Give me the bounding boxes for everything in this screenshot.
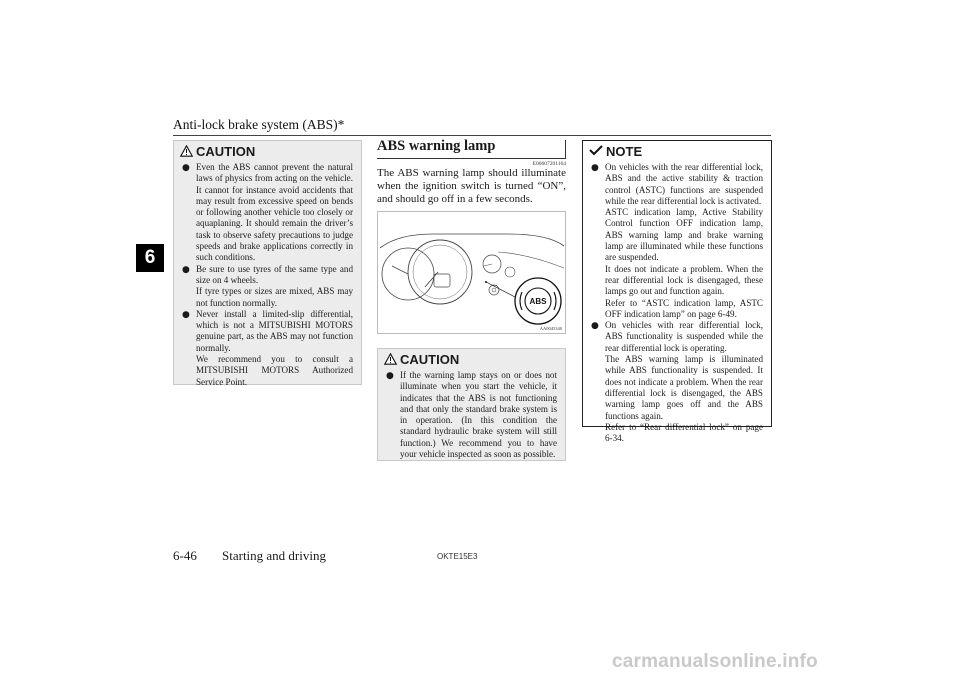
list-item-paragraph: On vehicles with rear differential lock, ABS functionality is suspended while the rear differential lock is operating. <box>605 320 763 353</box>
note-list <box>583 161 771 448</box>
list-item-paragraph: Never install a limited-slip differential, which is not a MITSUBISHI MOTORS genuine part, as the ABS may not function normally. <box>196 308 353 353</box>
footer-page-number: 6-46 <box>173 548 197 563</box>
instrument-cluster-figure <box>377 211 566 334</box>
instrument-cluster-illustration <box>378 212 565 333</box>
bullet-icon: ● <box>386 371 394 381</box>
caution-box-left <box>173 140 362 385</box>
running-header-title: Anti-lock brake system (ABS)* <box>173 117 345 132</box>
bullet-icon: ● <box>591 321 599 332</box>
section-title-rule-vertical <box>565 140 566 159</box>
header-rule <box>173 135 771 136</box>
caution-list <box>378 369 565 464</box>
caution-header <box>174 141 361 161</box>
chapter-tab: 6 <box>136 244 164 272</box>
bullet-icon: ● <box>182 309 190 320</box>
caution-list <box>174 161 361 392</box>
caution-header <box>378 349 565 369</box>
list-item <box>591 320 763 444</box>
list-item <box>386 370 557 460</box>
section-title: ABS warning lamp <box>377 138 496 154</box>
list-item-paragraph: On vehicles with the rear differential lock, ABS and the active stability & traction control (ASTC) functions are suspended while the rear differential lock is activated. <box>605 162 763 206</box>
caution-label: CAUTION <box>400 351 460 367</box>
warning-triangle-icon <box>180 145 193 157</box>
list-item-paragraph: The ABS warning lamp is illuminated while ABS functionality is suspended. It does not indicate a problem. When the rear differential lock is disengaged, the ABS warning lamp goes off and the ABS functions again. <box>605 354 763 421</box>
bullet-icon: ● <box>182 264 190 275</box>
list-item-paragraph: Be sure to use tyres of the same type and size on 4 wheels. <box>196 263 353 285</box>
caution-box-middle <box>377 348 566 461</box>
list-item-paragraph: If tyre types or sizes are mixed, ABS may not function normally. <box>196 286 353 308</box>
watermark: carmanualsonline.info <box>612 651 818 672</box>
list-item-paragraph: If the warning lamp stays on or does not illuminate when you start the vehicle, it indicates that the ABS is not functioning and that only the standard brake system is in operation. (In this condition the standard hydraulic brake system will still function.) We recommend you to have your vehicle inspected as soon as possible. <box>400 370 557 460</box>
warning-triangle-icon <box>384 353 397 365</box>
footer-code: OKTE15E3 <box>437 552 478 561</box>
section-title-rule <box>377 158 566 159</box>
list-item <box>182 162 353 264</box>
bullet-icon: ● <box>591 163 599 173</box>
bullet-icon: ● <box>182 163 190 173</box>
note-box-right <box>582 140 772 444</box>
list-item-paragraph: Even the ABS cannot prevent the natural laws of physics from acting on the vehicle. It cannot for instance avoid accidents that may result from excessive speed on bends or following another vehicle too closely or aquaplaning. It should remain the driver’s task to observe safety precautions to judge speeds and brake applications correctly in such conditions. <box>196 162 353 263</box>
list-item-paragraph: It does not indicate a problem. When the rear differential lock is disengaged, these lamps go out and function again. <box>605 263 763 297</box>
note-label: NOTE <box>606 143 643 159</box>
figure-code: AA0045340 <box>539 326 562 331</box>
caution-label: CAUTION <box>196 143 256 159</box>
list-item-paragraph: We recommend you to consult a MITSUBISHI MOTORS Authorized Service Point. <box>196 354 353 387</box>
list-item <box>182 264 353 309</box>
list-item <box>591 162 763 320</box>
list-item-paragraph: ASTC indication lamp, Active Stability Control function OFF indication lamp, ABS warning lamp and brake warning lamp are illuminated while these functions are suspended. <box>605 207 763 263</box>
list-item-paragraph: Refer to “ASTC indication lamp, ASTC OFF indication lamp” on page 6-49. <box>605 297 763 319</box>
footer-section-name: Starting and driving <box>222 548 326 563</box>
list-item-paragraph: Refer to “Rear differential lock” on page 6-34. <box>605 421 763 444</box>
list-item <box>182 309 353 388</box>
section-intro: The ABS warning lamp should illuminate when the ignition switch is turned “ON”, and should go off in a few seconds. <box>377 167 566 206</box>
note-check-icon <box>589 145 603 157</box>
note-header <box>583 141 771 161</box>
section-code: E00607201164 <box>532 161 566 167</box>
abs-symbol-label: ABS <box>529 297 547 306</box>
